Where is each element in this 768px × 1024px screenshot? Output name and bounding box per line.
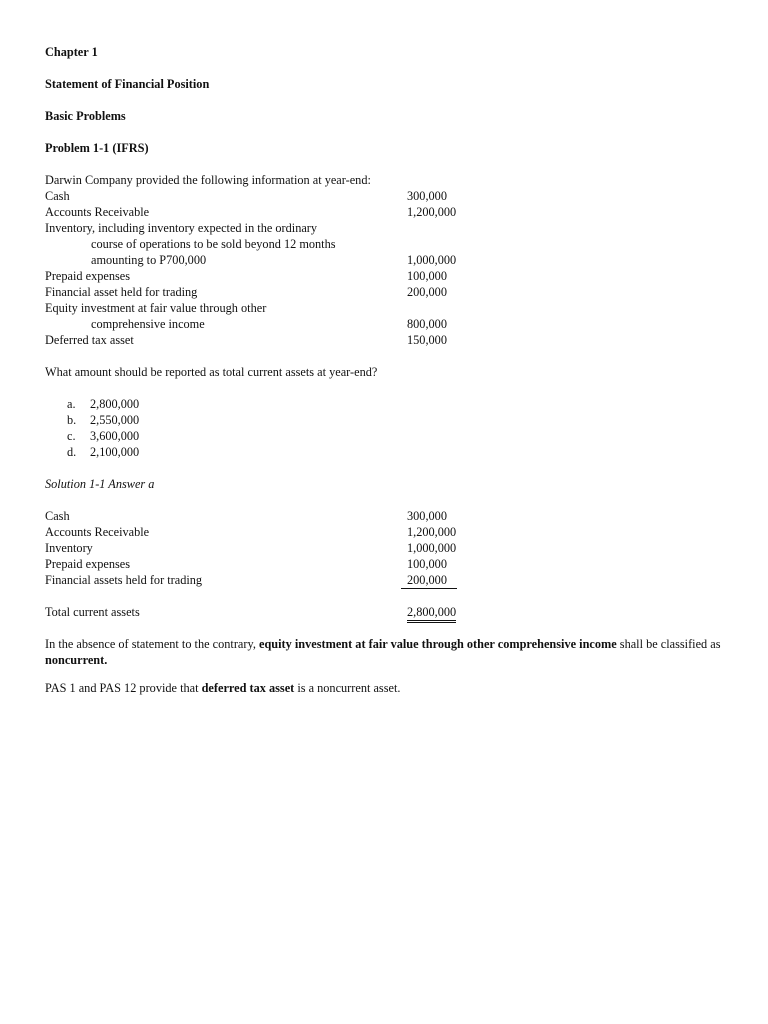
solution-item: Cash 300,000 [45,509,447,523]
answer-choice: c. 3,600,000 [67,429,140,443]
problem-item: Equity investment at fair value through other [45,301,267,315]
total-double-underlined-amount: 2,800,000 [407,604,456,623]
problem-item: amounting to P700,000 1,000,000 [91,253,457,267]
problem-item: comprehensive income 800,000 [91,317,447,331]
problem-item: Accounts Receivable 1,200,000 [45,205,457,219]
problem-item: Prepaid expenses 100,000 [45,269,447,283]
problem-item: Deferred tax asset 150,000 [45,333,447,347]
problem-item: Cash 300,000 [45,189,447,203]
problem-item: Inventory, including inventory expected in the ordinary [45,221,318,235]
solution-note-deferred-tax: PAS 1 and PAS 12 provide that deferred tax asset is a noncurrent asset. [45,681,401,695]
solution-title: Solution 1-1 Answer a [45,477,155,491]
problem-item: course of operations to be sold beyond 12 months [91,237,336,251]
subtotal-underlined-amount: 200,000 [401,572,457,589]
chapter-heading: Chapter 1 [45,45,98,59]
solution-note-noncurrent-equity: In the absence of statement to the contrary, equity investment at fair value through other comprehensive income shall be classified as noncurrent. [45,637,721,667]
problem-item: Financial asset held for trading 200,000 [45,285,447,299]
section-heading: Statement of Financial Position [45,77,210,91]
problem-intro: Darwin Company provided the following information at year-end: [45,173,371,187]
solution-item: Prepaid expenses 100,000 [45,557,447,571]
problem-question: What amount should be reported as total current assets at year-end? [45,365,378,379]
solution-item: Financial assets held for trading 200,000 [45,572,730,588]
answer-choice: b. 2,550,000 [67,413,140,427]
problem-heading: Problem 1-1 (IFRS) [45,141,149,155]
document-page [45,44,730,696]
solution-item: Accounts Receivable 1,200,000 [45,525,457,539]
answer-choice: d. 2,100,000 [67,445,140,459]
solution-item: Inventory 1,000,000 [45,541,457,555]
answer-choice: a. 2,800,000 [67,397,140,411]
subsection-heading: Basic Problems [45,109,126,123]
solution-total: Total current assets 2,800,000 [45,604,730,620]
answer-choices [67,396,730,460]
